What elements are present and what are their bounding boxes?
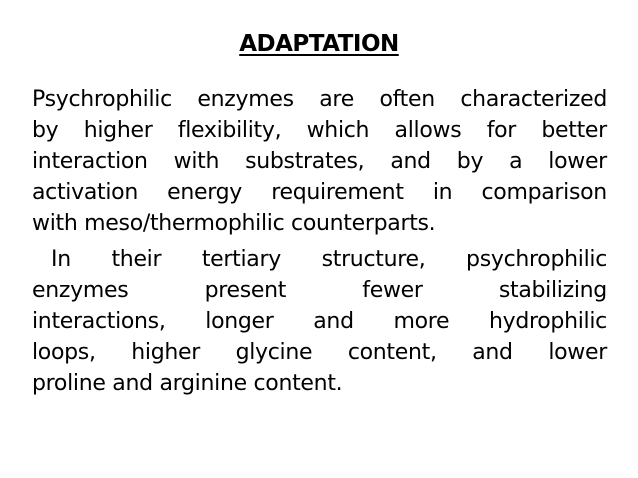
word: allows — [394, 118, 462, 143]
text-line — [32, 177, 607, 208]
word: present — [204, 278, 287, 303]
text-line — [32, 84, 607, 115]
word: hydrophilic — [488, 309, 607, 334]
word: requirement — [271, 180, 404, 205]
word: more — [393, 309, 450, 334]
word: substrates, — [245, 149, 365, 174]
word: which — [306, 118, 370, 143]
word: and — [313, 309, 354, 334]
word: higher — [131, 340, 200, 365]
word: characterized — [460, 87, 607, 112]
text-line — [32, 337, 607, 368]
text-line — [32, 146, 607, 177]
word: enzymes — [32, 278, 129, 303]
word: in — [432, 180, 453, 205]
word: In — [51, 247, 71, 272]
word: energy — [167, 180, 243, 205]
word: longer — [205, 309, 274, 334]
word: and — [472, 340, 513, 365]
word: flexibility, — [177, 118, 282, 143]
word: often — [379, 87, 435, 112]
word: psychrophilic — [466, 247, 607, 272]
paragraph-1 — [32, 84, 607, 239]
word: comparison — [481, 180, 607, 205]
word: glycine — [235, 340, 313, 365]
word: enzymes — [197, 87, 294, 112]
text-line — [32, 368, 607, 399]
word: tertiary — [201, 247, 281, 272]
word: structure, — [321, 247, 426, 272]
text-line — [32, 208, 607, 239]
word: stabilizing — [498, 278, 607, 303]
text-run: proline and arginine content. — [32, 371, 343, 396]
word: loops, — [32, 340, 96, 365]
word: their — [111, 247, 162, 272]
word: interaction — [32, 149, 148, 174]
slide-body — [32, 84, 607, 399]
word: Psychrophilic — [32, 87, 172, 112]
word: higher — [83, 118, 153, 143]
word: are — [319, 87, 354, 112]
slide-title: ADAPTATION — [239, 31, 399, 57]
text-line — [32, 275, 607, 306]
word: fewer — [362, 278, 423, 303]
word: by — [456, 149, 484, 174]
word: for — [486, 118, 517, 143]
text-line — [32, 244, 607, 275]
word: a — [509, 149, 523, 174]
word: activation — [32, 180, 138, 205]
word: interactions, — [32, 309, 166, 334]
word: and — [390, 149, 431, 174]
word: better — [541, 118, 607, 143]
word: lower — [548, 340, 607, 365]
text-run: with meso/thermophilic counterparts. — [32, 211, 436, 236]
paragraph-2 — [32, 244, 607, 399]
word: by — [32, 118, 59, 143]
word: content, — [347, 340, 437, 365]
text-line — [32, 115, 607, 146]
word: lower — [548, 149, 607, 174]
word: with — [173, 149, 220, 174]
text-line — [32, 306, 607, 337]
